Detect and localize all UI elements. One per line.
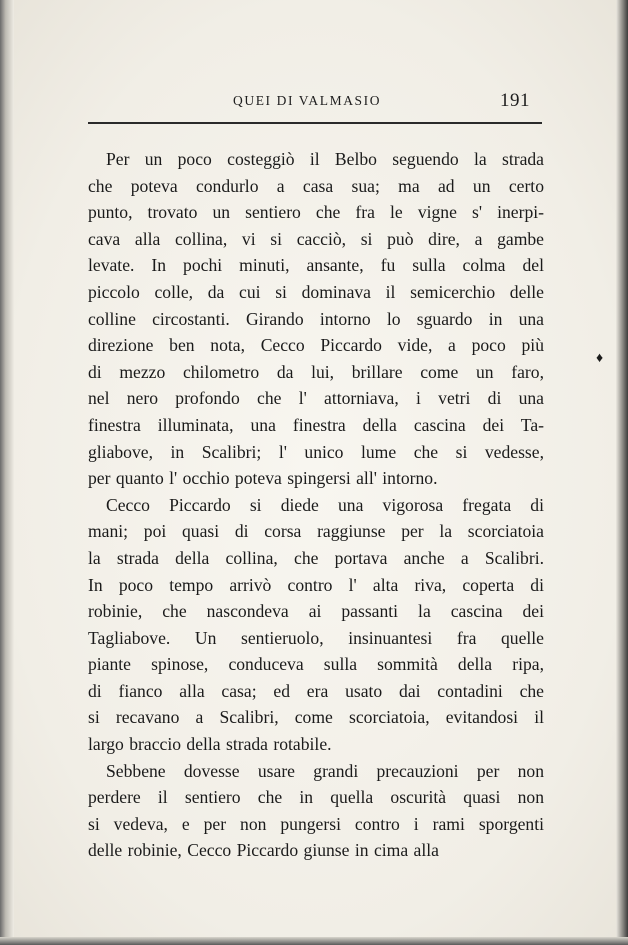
text-line: di fianco alla casa; ed era usato dai contadini che	[88, 680, 544, 701]
text-line: Sebbene dovesse usare grandi precauzioni per non	[106, 760, 544, 781]
text-line: Cecco Piccardo si diede una vigorosa fregata di	[106, 494, 544, 515]
text-line: piante spinose, conduceva sulla sommità della ripa,	[88, 654, 544, 675]
text-line: si recavano a Scalibri, come scorciatoia, evitandosi il	[88, 707, 544, 728]
paragraph	[88, 758, 544, 864]
page-bottom-edge	[0, 937, 628, 945]
text-line: si vedeva, e per non pungersi contro i rami sporgenti	[88, 813, 544, 834]
text-line: che poteva condurlo a casa sua; ma ad un certo	[88, 175, 544, 196]
text-line: per quanto l' occhio poteva spingersi all' intorno.	[88, 468, 438, 489]
page-left-edge	[0, 0, 14, 945]
text-line: colline circostanti. Girando intorno lo sguardo in una	[88, 308, 544, 329]
text-line: perdere il sentiero che in quella oscurità quasi non	[88, 787, 544, 808]
paragraph	[88, 492, 544, 758]
text-line: mani; poi quasi di corsa raggiunse per la scorciatoia	[88, 521, 544, 542]
page-number: 191	[500, 90, 530, 111]
text-line: gliabove, in Scalibri; l' unico lume che si vedesse,	[88, 441, 544, 462]
text-line: Tagliabove. Un sentieruolo, insinuantesi fra quelle	[88, 627, 544, 648]
text-line: Per un poco costeggiò il Belbo seguendo la strada	[106, 149, 544, 169]
header-rule	[88, 122, 542, 124]
text-line: finestra illuminata, una finestra della cascina dei Ta-	[88, 414, 544, 435]
page-header	[88, 91, 542, 121]
text-line: In poco tempo arrivò contro l' alta riva, coperta di	[88, 574, 544, 595]
text-line: robinie, che nascondeva ai passanti la cascina dei	[88, 601, 544, 622]
text-line: delle robinie, Cecco Piccardo giunse in cima alla	[88, 840, 439, 861]
paragraph	[88, 146, 544, 492]
text-line: largo braccio della strada rotabile.	[88, 734, 332, 755]
text-line: cava alla collina, vi si cacciò, si può dire, a gambe	[88, 228, 544, 249]
running-title: QUEI DI VALMASIO	[233, 93, 382, 108]
text-line: levate. In pochi minuti, ansante, fu sulla colma del	[88, 255, 544, 276]
text-line: nel nero profondo che l' attorniava, i vetri di una	[88, 388, 544, 409]
margin-mark-icon: ♦	[596, 351, 604, 366]
text-line: piccolo colle, da cui si dominava il semicerchio delle	[88, 281, 544, 302]
text-line: punto, trovato un sentiero che fra le vigne s' inerpi-	[88, 202, 544, 223]
body-text	[88, 146, 544, 864]
text-line: direzione ben nota, Cecco Piccardo vide, a poco più	[88, 335, 544, 356]
page-right-edge	[616, 0, 628, 945]
text-line: di mezzo chilometro da lui, brillare come un faro,	[88, 361, 544, 382]
text-line: la strada della collina, che portava anche a Scalibri.	[88, 547, 544, 568]
